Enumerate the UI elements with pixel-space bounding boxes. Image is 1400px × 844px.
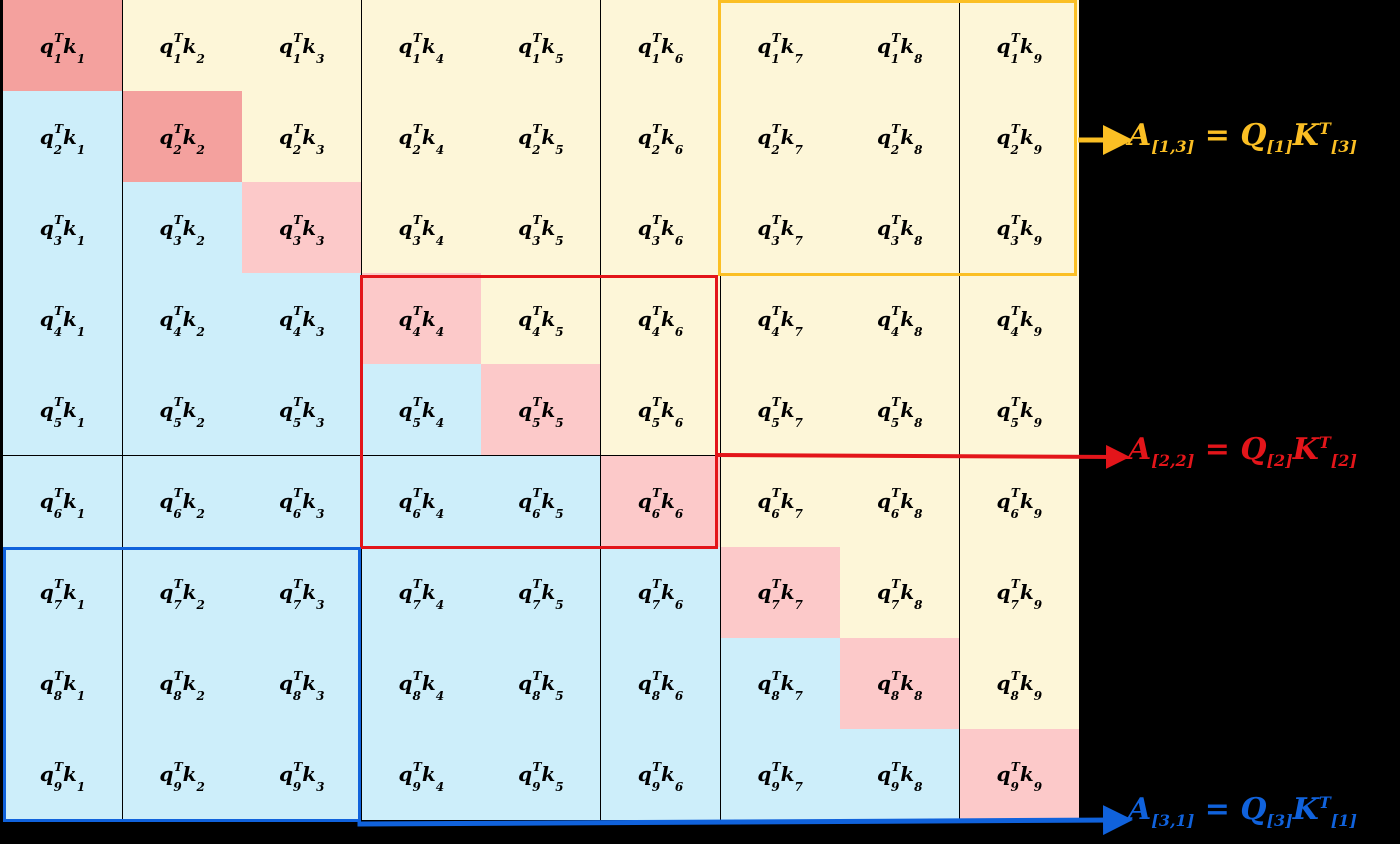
cell-q1-k5: $q_1^Tk_5$ — [481, 0, 600, 91]
cell-q9-k6: $q_9^Tk_6$ — [601, 729, 720, 820]
label-a22-k-sub: [2] — [1330, 451, 1357, 470]
label-a31-k-sup: T — [1318, 793, 1331, 812]
cell-q1-k4: $q_1^Tk_4$ — [362, 0, 481, 91]
cell-q5-k4: $q_5^Tk_4$ — [362, 364, 481, 455]
cell-q9-k4: $q_9^Tk_4$ — [362, 729, 481, 820]
cell-q1-k9: $q_1^Tk_9$ — [960, 0, 1079, 91]
cell-q9-k1: $q_9^Tk_1$ — [3, 729, 122, 820]
cell-q7-k9: $q_7^Tk_9$ — [960, 547, 1079, 638]
cell-q9-k8: $q_9^Tk_8$ — [840, 729, 959, 820]
cell-q6-k5: $q_6^Tk_5$ — [481, 456, 600, 547]
cell-q8-k4: $q_8^Tk_4$ — [362, 638, 481, 729]
cell-q2-k3: $q_2^Tk_3$ — [242, 91, 361, 182]
label-a13-k: K — [1292, 118, 1319, 153]
cell-q1-k2: $q_1^Tk_2$ — [123, 0, 242, 91]
cell-q9-k3: $q_9^Tk_3$ — [242, 729, 361, 820]
cell-q5-k5: $q_5^Tk_5$ — [481, 364, 600, 455]
cell-q2-k5: $q_2^Tk_5$ — [481, 91, 600, 182]
label-a13-eq: = — [1204, 118, 1230, 153]
cell-q4-k2: $q_4^Tk_2$ — [123, 273, 242, 364]
label-a31-k: K — [1292, 792, 1319, 827]
cell-q2-k9: $q_2^Tk_9$ — [960, 91, 1079, 182]
cell-q3-k2: $q_3^Tk_2$ — [123, 182, 242, 273]
label-a31-q-sub: [3] — [1266, 811, 1293, 830]
cell-q1-k1: $q_1^Tk_1$ — [3, 0, 122, 91]
label-a22-q-sub: [2] — [1266, 451, 1293, 470]
cell-q7-k8: $q_7^Tk_8$ — [840, 547, 959, 638]
cell-q7-k6: $q_7^Tk_6$ — [601, 547, 720, 638]
arrow-a31 — [360, 820, 1118, 824]
cell-q3-k5: $q_3^Tk_5$ — [481, 182, 600, 273]
cell-q6-k9: $q_6^Tk_9$ — [960, 456, 1079, 547]
cell-q1-k3: $q_1^Tk_3$ — [242, 0, 361, 91]
cell-q8-k2: $q_8^Tk_2$ — [123, 638, 242, 729]
cell-q8-k9: $q_8^Tk_9$ — [960, 638, 1079, 729]
arrow-a22 — [718, 455, 1118, 457]
cell-q3-k9: $q_3^Tk_9$ — [960, 182, 1079, 273]
label-a31-q: Q — [1240, 792, 1267, 827]
cell-q3-k1: $q_3^Tk_1$ — [3, 182, 122, 273]
cell-q6-k2: $q_6^Tk_2$ — [123, 456, 242, 547]
cell-q9-k2: $q_9^Tk_2$ — [123, 729, 242, 820]
cell-q4-k3: $q_4^Tk_3$ — [242, 273, 361, 364]
cell-q3-k3: $q_3^Tk_3$ — [242, 182, 361, 273]
label-a31-eq: = — [1204, 792, 1230, 827]
cell-q6-k8: $q_6^Tk_8$ — [840, 456, 959, 547]
cell-q4-k5: $q_4^Tk_5$ — [481, 273, 600, 364]
label-a22-k-sup: T — [1318, 433, 1331, 452]
cell-q2-k4: $q_2^Tk_4$ — [362, 91, 481, 182]
cell-q9-k9: $q_9^Tk_9$ — [960, 729, 1079, 820]
cell-q9-k5: $q_9^Tk_5$ — [481, 729, 600, 820]
cell-q1-k6: $q_1^Tk_6$ — [601, 0, 720, 91]
cell-q7-k3: $q_7^Tk_3$ — [242, 547, 361, 638]
label-a13-a-sub: [1,3] — [1151, 137, 1195, 156]
cell-q7-k4: $q_7^Tk_4$ — [362, 547, 481, 638]
cell-q5-k6: $q_5^Tk_6$ — [601, 364, 720, 455]
cell-q6-k4: $q_6^Tk_4$ — [362, 456, 481, 547]
label-a13-k-sub: [3] — [1330, 137, 1357, 156]
label-a22-eq: = — [1204, 432, 1230, 467]
label-a22-k: K — [1292, 432, 1319, 467]
label-a31 — [1128, 792, 1357, 830]
cell-q3-k4: $q_3^Tk_4$ — [362, 182, 481, 273]
cell-q6-k1: $q_6^Tk_1$ — [3, 456, 122, 547]
label-a31-a: A — [1128, 792, 1152, 827]
cell-q8-k7: $q_8^Tk_7$ — [721, 638, 840, 729]
label-a22 — [1128, 432, 1357, 470]
cell-q2-k2: $q_2^Tk_2$ — [123, 91, 242, 182]
cell-q8-k5: $q_8^Tk_5$ — [481, 638, 600, 729]
cell-q8-k3: $q_8^Tk_3$ — [242, 638, 361, 729]
label-a31-k-sub: [1] — [1330, 811, 1357, 830]
cell-q7-k7: $q_7^Tk_7$ — [721, 547, 840, 638]
cell-q1-k8: $q_1^Tk_8$ — [840, 0, 959, 91]
cell-q4-k4: $q_4^Tk_4$ — [362, 273, 481, 364]
cell-q6-k7: $q_6^Tk_7$ — [721, 456, 840, 547]
cell-q5-k8: $q_5^Tk_8$ — [840, 364, 959, 455]
label-a13-a: A — [1128, 118, 1152, 153]
cell-q3-k7: $q_3^Tk_7$ — [721, 182, 840, 273]
cell-q2-k1: $q_2^Tk_1$ — [3, 91, 122, 182]
cell-q7-k5: $q_7^Tk_5$ — [481, 547, 600, 638]
cell-q5-k1: $q_5^Tk_1$ — [3, 364, 122, 455]
label-a31-a-sub: [3,1] — [1151, 811, 1195, 830]
cell-q8-k8: $q_8^Tk_8$ — [840, 638, 959, 729]
cell-q3-k8: $q_3^Tk_8$ — [840, 182, 959, 273]
cell-q6-k3: $q_6^Tk_3$ — [242, 456, 361, 547]
cell-q1-k7: $q_1^Tk_7$ — [721, 0, 840, 91]
cell-q7-k2: $q_7^Tk_2$ — [123, 547, 242, 638]
cell-q5-k3: $q_5^Tk_3$ — [242, 364, 361, 455]
label-a13-q: Q — [1240, 118, 1267, 153]
label-a22-q: Q — [1240, 432, 1267, 467]
cell-q5-k9: $q_5^Tk_9$ — [960, 364, 1079, 455]
cell-q4-k7: $q_4^Tk_7$ — [721, 273, 840, 364]
cell-q5-k7: $q_5^Tk_7$ — [721, 364, 840, 455]
cell-q2-k6: $q_2^Tk_6$ — [601, 91, 720, 182]
cell-q4-k8: $q_4^Tk_8$ — [840, 273, 959, 364]
cell-q7-k1: $q_7^Tk_1$ — [3, 547, 122, 638]
cell-q3-k6: $q_3^Tk_6$ — [601, 182, 720, 273]
cell-q8-k6: $q_8^Tk_6$ — [601, 638, 720, 729]
cell-q4-k1: $q_4^Tk_1$ — [3, 273, 122, 364]
cell-q4-k6: $q_4^Tk_6$ — [601, 273, 720, 364]
cell-q6-k6: $q_6^Tk_6$ — [601, 456, 720, 547]
label-a22-a-sub: [2,2] — [1151, 451, 1195, 470]
cell-q2-k8: $q_2^Tk_8$ — [840, 91, 959, 182]
cell-q8-k1: $q_8^Tk_1$ — [3, 638, 122, 729]
label-a13-q-sub: [1] — [1266, 137, 1293, 156]
label-a13-k-sup: T — [1318, 119, 1331, 138]
label-a22-a: A — [1128, 432, 1152, 467]
cell-q9-k7: $q_9^Tk_7$ — [721, 729, 840, 820]
cell-q2-k7: $q_2^Tk_7$ — [721, 91, 840, 182]
cell-q5-k2: $q_5^Tk_2$ — [123, 364, 242, 455]
cell-q4-k9: $q_4^Tk_9$ — [960, 273, 1079, 364]
label-a13 — [1128, 118, 1357, 156]
